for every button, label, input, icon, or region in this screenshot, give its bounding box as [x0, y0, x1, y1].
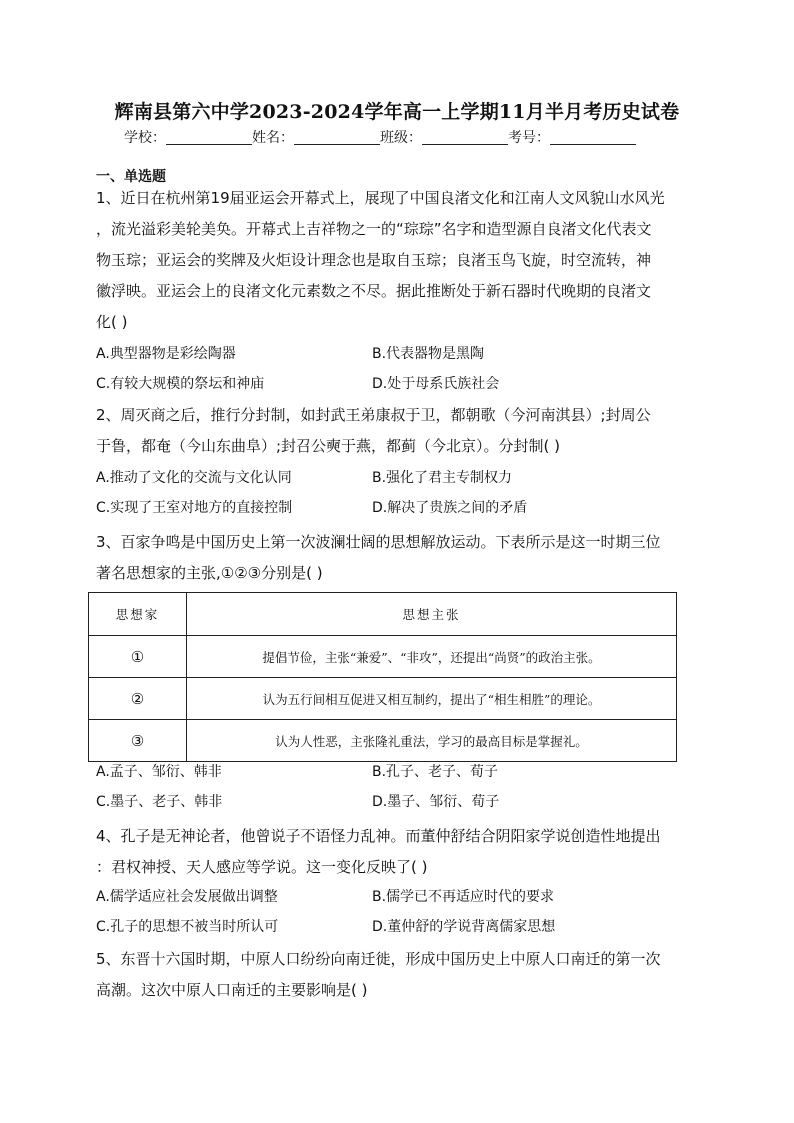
exam-no-blank[interactable] [550, 128, 636, 145]
table-cell: 认为人性恶，主张隆礼重法，学习的最高目标是掌握礼。 [187, 720, 677, 762]
table-header-cell: 思想主张 [187, 593, 677, 636]
school-blank[interactable] [166, 128, 252, 145]
table-row [89, 636, 677, 678]
question-line: 5、东晋十六国时期，中原人口纷纷向南迁徙，形成中国历史上中原人口南迁的第一次 [96, 950, 661, 968]
table-cell: ① [130, 647, 145, 666]
question-line: 4、孔子是无神论者，他曾说子不语怪力乱神。而董仲舒结合阴阳家学说创造性地提出 [96, 827, 661, 845]
page-title: 辉南县第六中学2023-2024学年高一上学期11月半月考历史试卷 [114, 101, 680, 123]
option-b[interactable]: B.儒学已不再适应时代的要求 [372, 889, 555, 905]
option-c[interactable]: C.有较大规模的祭坛和神庙 [96, 376, 265, 392]
table-row [89, 678, 677, 720]
class-label: 班级： [380, 130, 422, 146]
option-b[interactable]: B.孔子、老子、荀子 [372, 764, 499, 780]
question-line: 高潮。这次中原人口南迁的主要影响是( ) [96, 981, 368, 999]
question-line: ，流光溢彩美轮美奂。开幕式上吉祥物之一的“琮琮”名字和造型源自良渚文化代表文 [96, 220, 652, 238]
option-c[interactable]: C.实现了王室对地方的直接控制 [96, 500, 293, 516]
question-4 [96, 821, 698, 883]
question-line: 3、百家争鸣是中国历史上第一次波澜壮阔的思想解放运动。下表所示是这一时期三位 [96, 533, 661, 551]
option-d[interactable]: D.墨子、邹衍、荀子 [372, 794, 500, 810]
question-line: 徽浮映。亚运会上的良渚文化元素数之不尽。据此推断处于新石器时代晚期的良渚文 [96, 282, 652, 300]
question-4-options [96, 882, 698, 942]
question-line: 2、周灭商之后，推行分封制，如封武王弟康叔于卫，都朝歌（今河南淇县）;封周公 [96, 406, 651, 424]
student-info-line [124, 127, 636, 147]
name-label: 姓名： [252, 130, 294, 146]
option-d[interactable]: D.解决了贵族之间的矛盾 [372, 500, 528, 516]
option-d[interactable]: D.处于母系氏族社会 [372, 376, 500, 392]
question-line: 于鲁，都奄（今山东曲阜）;封召公奭于燕，都蓟（今北京）。分封制( ) [96, 437, 561, 455]
exam-no-label: 考号： [508, 130, 550, 146]
option-b[interactable]: B.强化了君主专制权力 [372, 470, 513, 486]
question-line: 1、近日在杭州第19届亚运会开幕式上，展现了中国良渚文化和江南人文风貌山水风光 [96, 189, 665, 207]
option-c[interactable]: C.墨子、老子、韩非 [96, 794, 223, 810]
question-3-options [96, 757, 698, 817]
question-5 [96, 944, 698, 1006]
name-blank[interactable] [294, 128, 380, 145]
question-line: 著名思想家的主张,①②③分别是( ) [96, 564, 323, 582]
option-c[interactable]: C.孔子的思想不被当时所认可 [96, 919, 279, 935]
question-2 [96, 400, 698, 462]
question-line: ：君权神授、天人感应等学说。这一变化反映了( ) [96, 858, 428, 876]
option-a[interactable]: A.典型器物是彩绘陶器 [96, 346, 236, 362]
table-cell: 认为五行间相互促进又相互制约，提出了“相生相胜”的理论。 [187, 678, 677, 720]
table-header-cell: 思想家 [89, 593, 187, 636]
option-d[interactable]: D.董仲舒的学说背离儒家思想 [372, 919, 556, 935]
table-row [89, 720, 677, 762]
option-a[interactable]: A.推动了文化的交流与文化认同 [96, 470, 292, 486]
option-a[interactable]: A.孟子、邹衍、韩非 [96, 764, 222, 780]
option-a[interactable]: A.儒学适应社会发展做出调整 [96, 889, 278, 905]
thinkers-table [88, 592, 677, 762]
school-label: 学校： [124, 130, 166, 146]
option-b[interactable]: B.代表器物是黑陶 [372, 346, 485, 362]
question-3 [96, 527, 698, 589]
question-line: 化( ) [96, 313, 128, 331]
class-blank[interactable] [422, 128, 508, 145]
question-1 [96, 183, 698, 338]
table-cell: 提倡节俭，主张“兼爱”、“非攻”，还提出“尚贤”的政治主张。 [187, 636, 677, 678]
table-cell: ③ [130, 731, 145, 750]
question-line: 物玉琮；亚运会的奖牌及火炬设计理念也是取自玉琮；良渚玉鸟飞旋，时空流转，神 [96, 251, 652, 269]
section-heading: 一、单选题 [96, 169, 166, 185]
question-1-options [96, 339, 698, 399]
table-cell: ② [130, 689, 145, 708]
question-2-options [96, 463, 698, 523]
table-header-row [89, 593, 677, 636]
